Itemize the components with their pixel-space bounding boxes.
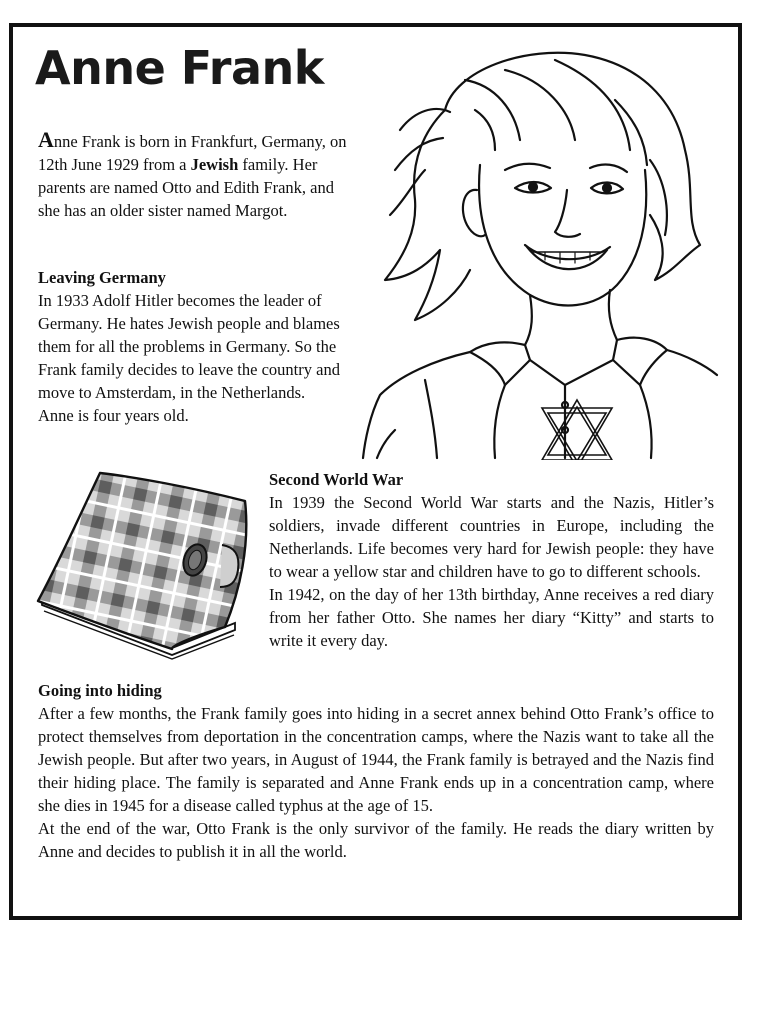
intro-text-start: nne Frank is born in Frankfurt, Germany, on 12th June 1929 from a <box>38 132 347 174</box>
leaving-germany-heading: Leaving Germany <box>38 268 166 287</box>
going-into-hiding-paragraph-2: At the end of the war, Otto Frank is the only survivor of the family. He reads the diary written by Anne and decides to publish it in all the world. <box>38 819 714 861</box>
intro-paragraph <box>38 128 356 222</box>
drop-cap: A <box>38 127 54 152</box>
anne-frank-portrait-icon <box>355 40 723 460</box>
plaid-diary-icon <box>30 465 250 660</box>
second-world-war-paragraph-1: In 1939 the Second World War starts and the Nazis, Hitler’s soldiers, invade different countries in Europe, including the Netherlands. Life becomes very hard for Jewish people: they have to wear a yellow star and children have to go to different schools. <box>269 493 714 581</box>
intro-bold-word: Jewish <box>190 155 239 174</box>
second-world-war-body <box>269 491 714 652</box>
page-title: Anne Frank <box>35 41 324 95</box>
going-into-hiding-body <box>38 702 714 863</box>
second-world-war-heading: Second World War <box>269 470 404 489</box>
star-of-david-icon <box>542 400 612 460</box>
going-into-hiding-paragraph-1: After a few months, the Frank family goes into hiding in a secret annex behind Otto Frank’s office to protect themselves from deportation in the concentration camps, where the Nazis want to take all the Jewish people. But after two years, in August of 1944, the Frank family is betrayed and the Nazis find their hiding place. The family is separated and Anne Frank ends up in a concentration camp, where she dies in 1945 for a disease called typhus at the age of 15. <box>38 704 714 815</box>
intro-text-end: family. Her parents are named Otto and Edith Frank, and she has an older sister named Margot. <box>38 155 334 220</box>
leaving-germany-body: In 1933 Adolf Hitler becomes the leader of Germany. He hates Jewish people and blames them for all the problems in Germany. So the Frank family decides to leave the country and move to Amsterdam, in the Netherlands. Anne is four years old. <box>38 291 340 425</box>
second-world-war-paragraph-2: In 1942, on the day of her 13th birthday, Anne receives a red diary from her father Otto. She names her diary “Kitty” and starts to write it every day. <box>269 585 714 650</box>
going-into-hiding-heading: Going into hiding <box>38 681 162 700</box>
